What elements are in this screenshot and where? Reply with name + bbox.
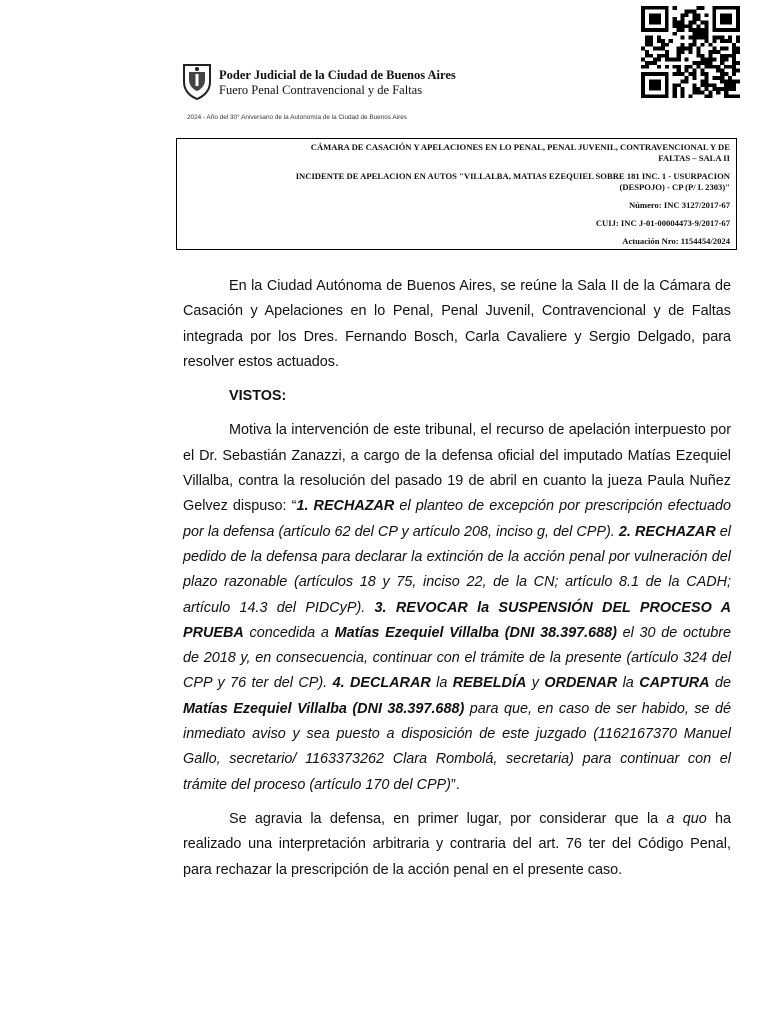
- text-run: de: [709, 675, 731, 692]
- text-run: 2. RECHAZAR: [618, 523, 716, 540]
- text-run: 3. REVOCAR la SUSPENSIÓN DEL PROCESO A PRUEBA: [183, 599, 731, 641]
- text-run: Se agravia la defensa, en primer lugar, por considerar que la: [229, 810, 667, 827]
- text-run: el pedido de la defensa para declarar la extinción de la acción penal por vulneración del plazo razonable (artículos 18 y 75, inciso 22, de la CN; artículo 8.1 de la CADH; artículo 14.3 del PIDCyP).: [183, 523, 732, 616]
- case-title-cont: (DESPOJO) - CP (P/ L 2303)": [619, 182, 730, 192]
- text-run: Matías Ezequiel Villalba (DNI 38.397.688): [183, 700, 465, 717]
- case-number: Número: INC 3127/2017-67: [628, 200, 730, 210]
- institution-name: Poder Judicial de la Ciudad de Buenos Aires: [219, 68, 456, 82]
- text-run: REBELDÍA: [452, 675, 527, 692]
- text-run: y: [526, 675, 545, 692]
- text-run: la: [617, 675, 640, 692]
- letterhead: [219, 68, 456, 98]
- paragraph-grievance: [183, 807, 731, 883]
- section-heading-vistos: VISTOS:: [229, 388, 287, 405]
- text-run: el 30 de octubre de 2018 y, en consecuencia, continuar con el trámite de la presente (artículo 324 del CPP y 76 ter del CP).: [183, 624, 732, 692]
- paragraph-resolution: [183, 418, 731, 797]
- document-body: [183, 274, 731, 892]
- institution-subtitle: Fuero Penal Contravencional y de Faltas: [219, 83, 423, 97]
- paragraph-intro: En la Ciudad Autónoma de Buenos Aires, se reúne la Sala II de la Cámara de Casación y Apelaciones en lo Penal, Penal Juvenil, Contravencional y de Faltas integrada por los Dres. Fernando Bosch, Carla Cavaliere y Sergio Delgado, para resolver estos actuados.: [183, 278, 731, 370]
- text-run: ORDENAR: [544, 675, 618, 692]
- text-run: Matías Ezequiel Villalba (DNI 38.397.688): [334, 624, 617, 641]
- text-run: el planteo de excepción por prescripción efectuado por la defensa (artículo 62 del CP y artículo 208, inciso g, del CPP).: [183, 498, 731, 540]
- year-motto: 2024 - Año del 30° Aniversario de la Autonomía de la Ciudad de Buenos Aires: [187, 114, 407, 121]
- court-name-cont: FALTAS – SALA II: [658, 153, 730, 163]
- text-run: concedida a: [243, 624, 335, 641]
- text-run: 4. DECLARAR: [332, 675, 431, 692]
- text-run: ha realizado una interpretación arbitraria y contraria del art. 76 ter del Código Penal, para rechazar la prescripción de la acción penal en el presente caso.: [183, 810, 732, 878]
- text-run: la: [430, 675, 453, 692]
- text-run: Motiva la intervención de este tribunal, el recurso de apelación interpuesto por el Dr. Sebastián Zanazzi, a cargo de la defensa oficial del imputado Matías Ezequiel Villalba, contra la resolución del pasado 19 de abril en cuanto la jueza Paula Nuñez Gelvez dispuso: “: [183, 422, 731, 515]
- text-run: a quo: [666, 810, 707, 827]
- text-run: para que, en caso de ser habido, se dé inmediato aviso y sea puesto a disposición de este juzgado (1162167370 Manuel Gallo, secretario/ 1163373262 Clara Rombolá, secretaria) para continuar con el trámite del proceso (artículo 170 del CPP): [183, 700, 731, 793]
- text-run: ”.: [450, 776, 460, 793]
- qr-code: [641, 6, 740, 98]
- court-name: CÁMARA DE CASACIÓN Y APELACIONES EN LO PENAL, PENAL JUVENIL, CONTRAVENCIONAL Y DE: [310, 142, 730, 152]
- court-seal-logo: [180, 62, 214, 100]
- case-title: INCIDENTE DE APELACION EN AUTOS "VILLALBA, MATIAS EZEQUIEL SOBRE 181 INC. 1 - USURPACION: [295, 171, 730, 181]
- actuacion-number: Actuación Nro: 1154454/2024: [622, 236, 730, 246]
- text-run: CAPTURA: [639, 675, 710, 692]
- text-run: 1. RECHAZAR: [296, 498, 395, 515]
- case-caption-box: [176, 138, 737, 250]
- case-cuij: CUIJ: INC J-01-00004473-9/2017-67: [595, 218, 730, 228]
